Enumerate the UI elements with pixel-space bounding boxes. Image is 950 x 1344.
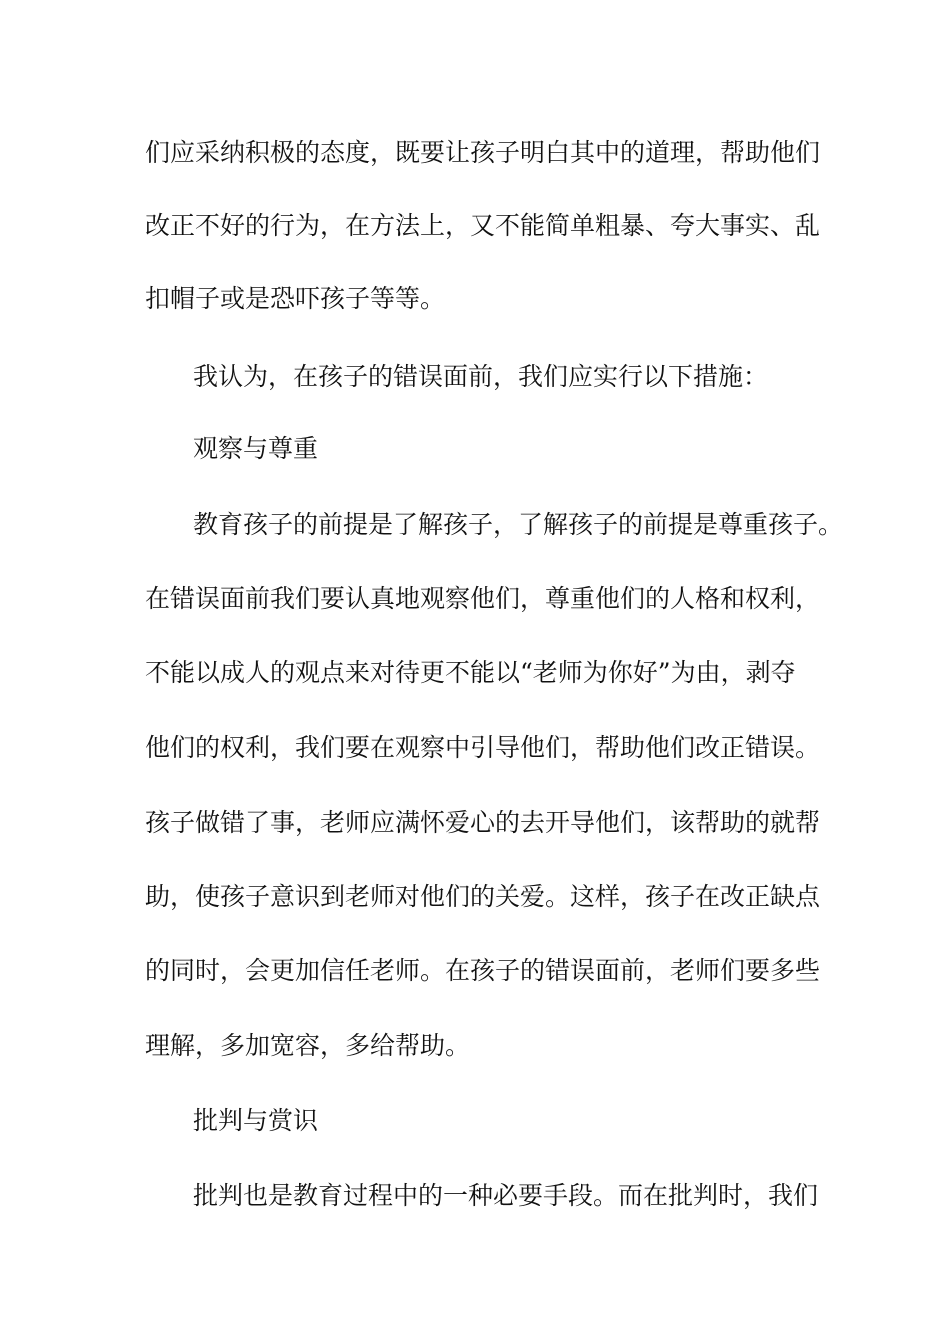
paragraph-line: 孩子做错了事，老师应满怀爱心的去开导他们，该帮助的就帮 — [145, 808, 821, 837]
paragraph-line: 改正不好的行为，在方法上，又不能简单粗暴、夸大事实、乱 — [145, 211, 821, 240]
paragraph-first-line: 我认为，在孩子的错误面前，我们应实行以下措施： — [193, 362, 769, 391]
paragraph-line: 在错误面前我们要认真地观察他们，尊重他们的人格和权利， — [145, 584, 821, 613]
section-heading: 批判与赏识 — [193, 1106, 319, 1135]
paragraph-first-line: 批判也是教育过程中的一种必要手段。而在批判时，我们 — [193, 1181, 819, 1210]
paragraph-line: 们应采纳积极的态度，既要让孩子明白其中的道理，帮助他们 — [145, 138, 821, 167]
paragraph-line: 助，使孩子意识到老师对他们的关爱。这样，孩子在改正缺点 — [145, 882, 821, 911]
paragraph-line: 扣帽子或是恐吓孩子等等。 — [145, 284, 446, 313]
paragraph-line: 理解，多加宽容，多给帮助。 — [145, 1031, 471, 1060]
paragraph-line: 的同时，会更加信任老师。在孩子的错误面前，老师们要多些 — [145, 956, 821, 985]
paragraph-line: 他们的权利，我们要在观察中引导他们，帮助他们改正错误。 — [145, 733, 821, 762]
section-heading: 观察与尊重 — [193, 434, 319, 463]
paragraph-first-line: 教育孩子的前提是了解孩子，了解孩子的前提是尊重孩子。 — [193, 510, 844, 539]
paragraph-line: 不能以成人的观点来对待更不能以“老师为你好”为由，剥夺 — [145, 658, 796, 687]
